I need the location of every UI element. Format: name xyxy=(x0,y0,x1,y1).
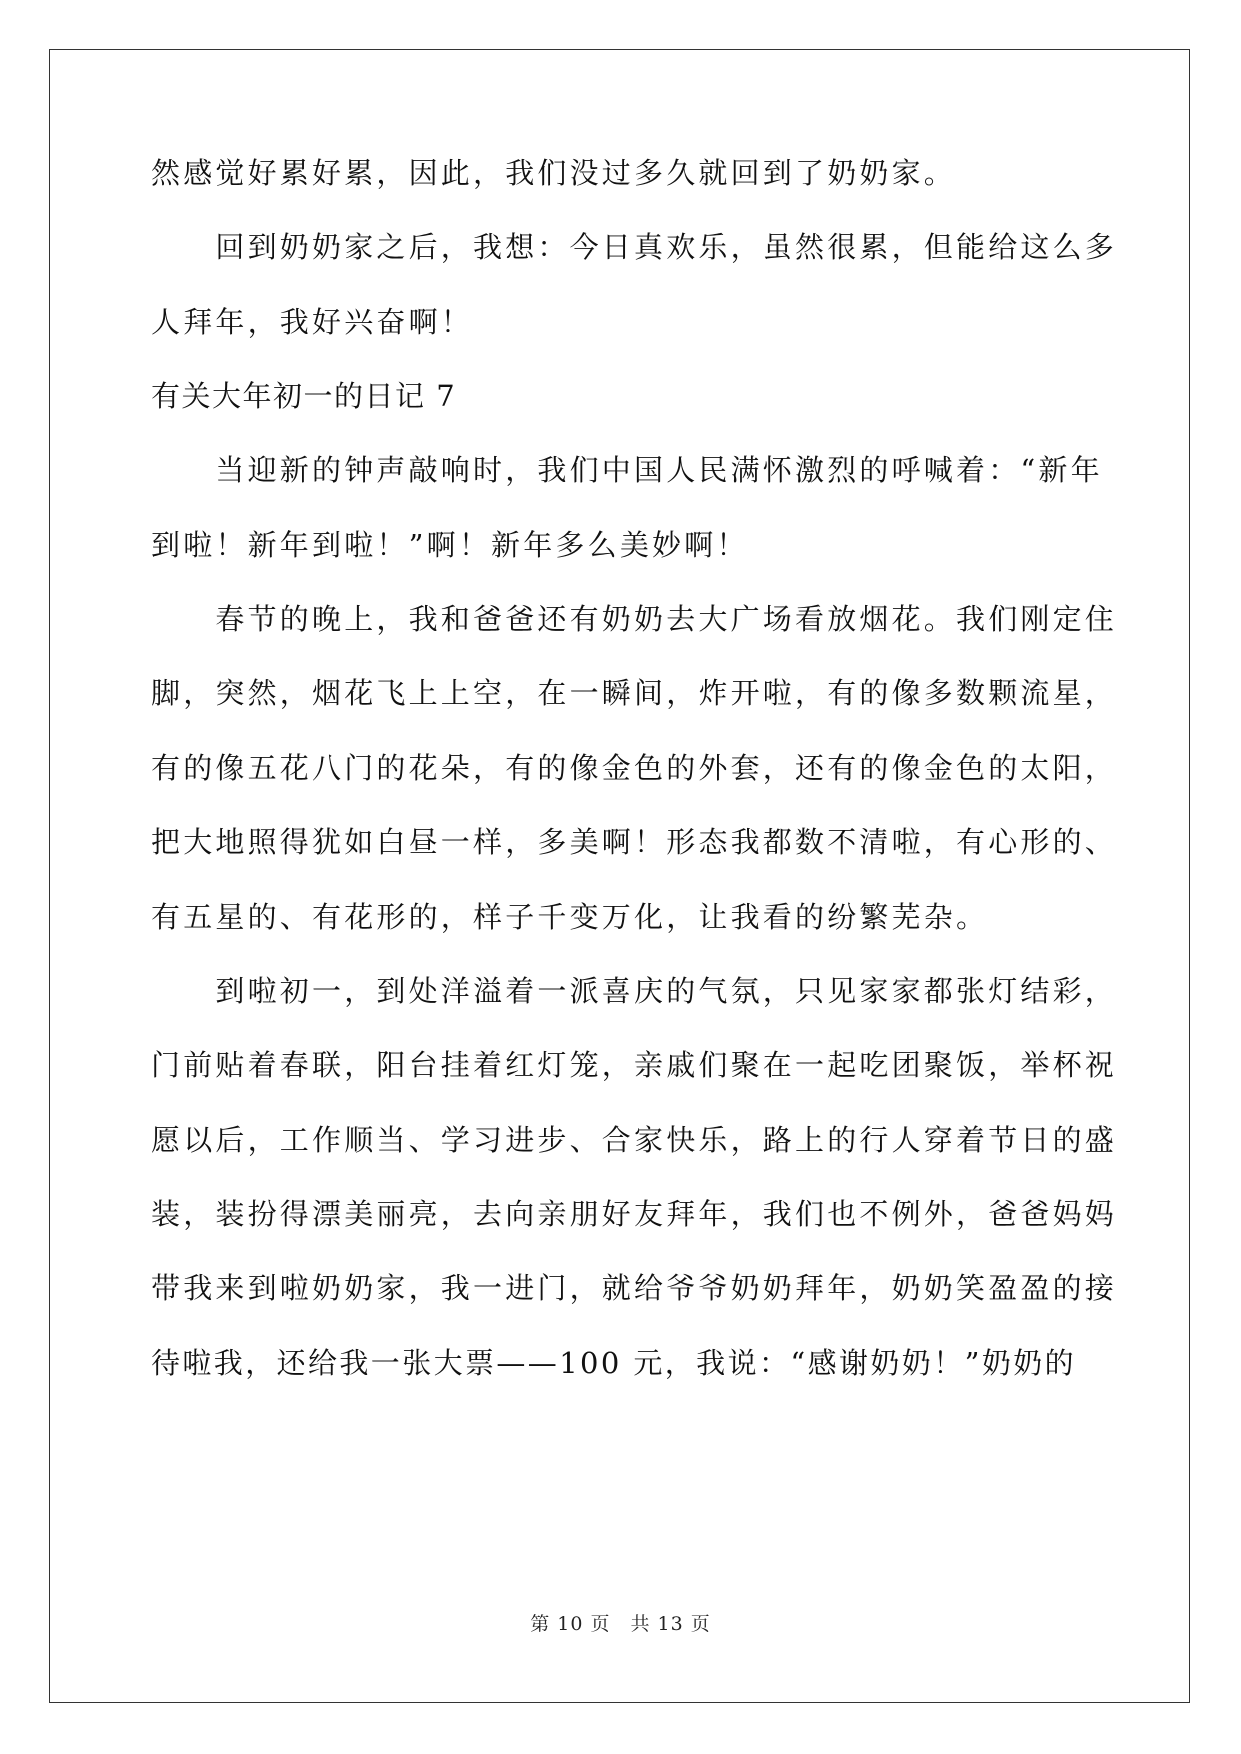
text-line: 待啦我，还给我一张大票——100 元，我说：“感谢奶奶！”奶奶的 xyxy=(151,1346,1077,1380)
text-line: 人拜年，我好兴奋啊！ xyxy=(151,305,474,339)
text-line: 当迎新的钟声敲响时，我们中国人民满怀激烈的呼喊着：“新年 xyxy=(151,453,1103,487)
page-number-footer: 第 10 页 共 13 页 xyxy=(530,1613,711,1635)
text-line: 回到奶奶家之后，我想：今日真欢乐，虽然很累，但能给这么多 xyxy=(151,230,1118,264)
text-line: 到啦初一，到处洋溢着一派喜庆的气氛，只见家家都张灯结彩， xyxy=(151,974,1118,1008)
text-line: 愿以后，工作顺当、学习进步、合家快乐，路上的行人穿着节日的盛 xyxy=(151,1123,1118,1157)
section-heading: 有关大年初一的日记 7 xyxy=(151,379,457,413)
text-line: 脚，突然，烟花飞上上空，在一瞬间，炸开啦，有的像多数颗流星， xyxy=(151,676,1118,710)
text-line: 春节的晚上，我和爸爸还有奶奶去大广场看放烟花。我们刚定住 xyxy=(151,602,1118,636)
text-line: 门前贴着春联，阳台挂着红灯笼，亲戚们聚在一起吃团聚饭，举杯祝 xyxy=(151,1048,1118,1082)
text-line: 有的像五花八门的花朵，有的像金色的外套，还有的像金色的太阳， xyxy=(151,751,1118,785)
page-border xyxy=(49,49,1190,1703)
text-line: 到啦！新年到啦！”啊！新年多么美妙啊！ xyxy=(151,528,749,562)
text-line: 然感觉好累好累，因此，我们没过多久就回到了奶奶家。 xyxy=(151,156,957,190)
text-line: 装，装扮得漂美丽亮，去向亲朋好友拜年，我们也不例外，爸爸妈妈 xyxy=(151,1197,1118,1231)
text-line: 带我来到啦奶奶家，我一进门，就给爷爷奶奶拜年，奶奶笑盈盈的接 xyxy=(151,1271,1118,1305)
text-line: 有五星的、有花形的，样子千变万化，让我看的纷繁芜杂。 xyxy=(151,900,989,934)
text-line: 把大地照得犹如白昼一样，多美啊！形态我都数不清啦，有心形的、 xyxy=(151,825,1118,859)
